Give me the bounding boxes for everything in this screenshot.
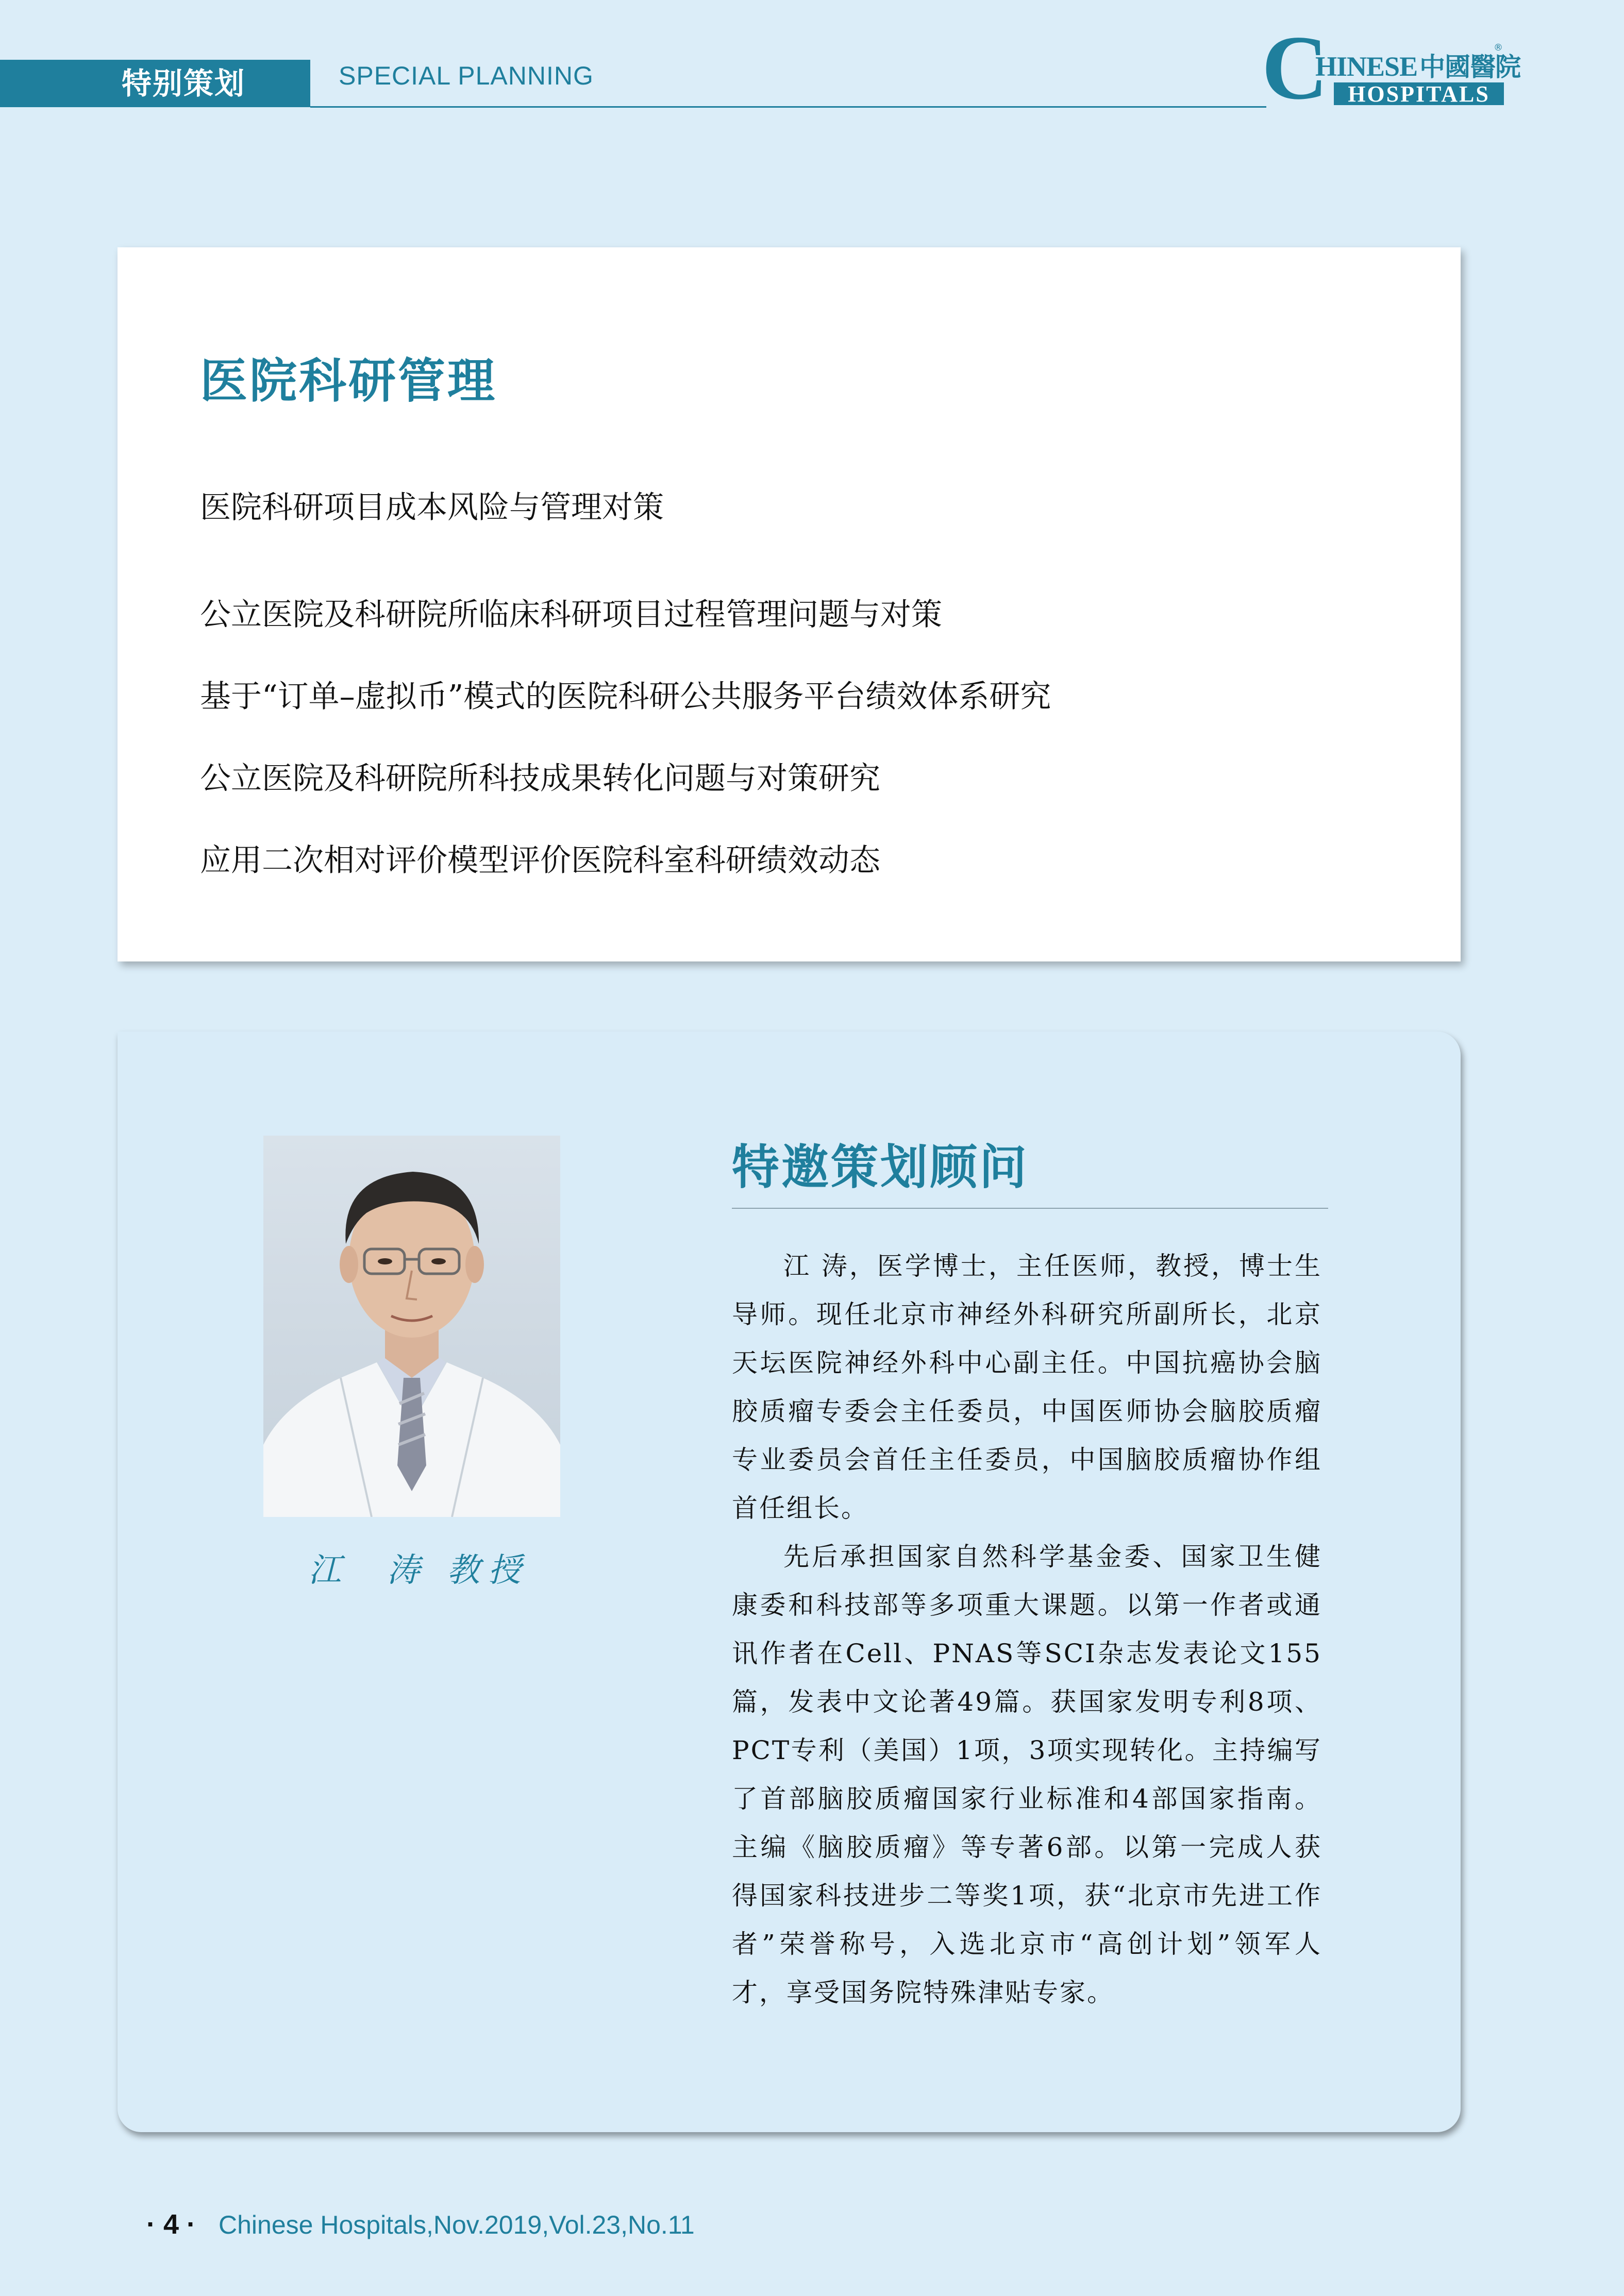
portrait-illustration — [263, 1136, 560, 1517]
logo-letter: C — [1262, 16, 1328, 119]
topic-item: 基于“订单–虚拟币”模式的医院科研公共服务平台绩效体系研究 — [200, 679, 1051, 715]
logo-top-text — [1315, 46, 1520, 83]
section-subtitle: SPECIAL PLANNING — [339, 61, 594, 90]
page-number: · 4 · — [146, 2209, 196, 2240]
photo-caption: 江 涛 教授 — [308, 1551, 530, 1590]
logo-cn-text: 中國醫院 — [1419, 52, 1521, 82]
logo-bottom-text: HOSPITALS — [1334, 82, 1504, 105]
chinese-hospitals-logo — [1258, 16, 1521, 119]
page-footer — [146, 2208, 695, 2240]
advisor-title-divider — [732, 1208, 1328, 1209]
topics-title: 医院科研管理 — [200, 353, 497, 409]
bio-paragraph: 先后承担国家自然科学基金委、国家卫生健康委和科技部等多项重大课题。以第一作者或通讯作者在Cell、PNAS等SCI杂志发表论文155篇，发表中文论著49篇。获国家发明专利8项、PCT专利（美国）1项，3项实现转化。主持编写了首部脑胶质瘤国家行业标准和4部国家指南。主编《脑胶质瘤》等专著6部。以第一完成人获得国家科技进步二等奖1项，获“北京市先进工作者”荣誉称号，入选北京市“高创计划”领军人才，享受国务院特殊津贴专家。 — [732, 1542, 1322, 2007]
logo-top-latin: HINESE — [1315, 51, 1418, 82]
advisor-bio — [732, 1242, 1322, 2017]
bio-paragraph: 江 涛，医学博士，主任医师，教授，博士生导师。现任北京市神经外科研究所副所长，北京天坛医院神经外科中心副主任。中国抗癌协会脑胶质瘤专委会主任委员，中国医师协会脑胶质瘤专业委员会首任主任委员，中国脑胶质瘤协作组首任组长。 — [732, 1251, 1322, 1523]
topic-item: 公立医院及科研院所临床科研项目过程管理问题与对策 — [200, 597, 942, 633]
logo-registered-mark: ® — [1494, 42, 1503, 53]
journal-citation: Chinese Hospitals,Nov.2019,Vol.23,No.11 — [219, 2210, 695, 2239]
advisor-photo — [263, 1136, 560, 1517]
topics-box — [118, 247, 1461, 961]
topic-item: 公立医院及科研院所科技成果转化问题与对策研究 — [200, 761, 880, 797]
section-tab: 特别策划 — [0, 60, 310, 107]
advisor-box — [118, 1032, 1461, 2132]
topics-list — [200, 489, 1051, 902]
header-divider — [310, 106, 1266, 108]
topic-item: 医院科研项目成本风险与管理对策 — [200, 489, 664, 526]
topic-item: 应用二次相对评价模型评价医院科室科研绩效动态 — [200, 842, 880, 879]
advisor-title: 特邀策划顾问 — [732, 1140, 1029, 1195]
